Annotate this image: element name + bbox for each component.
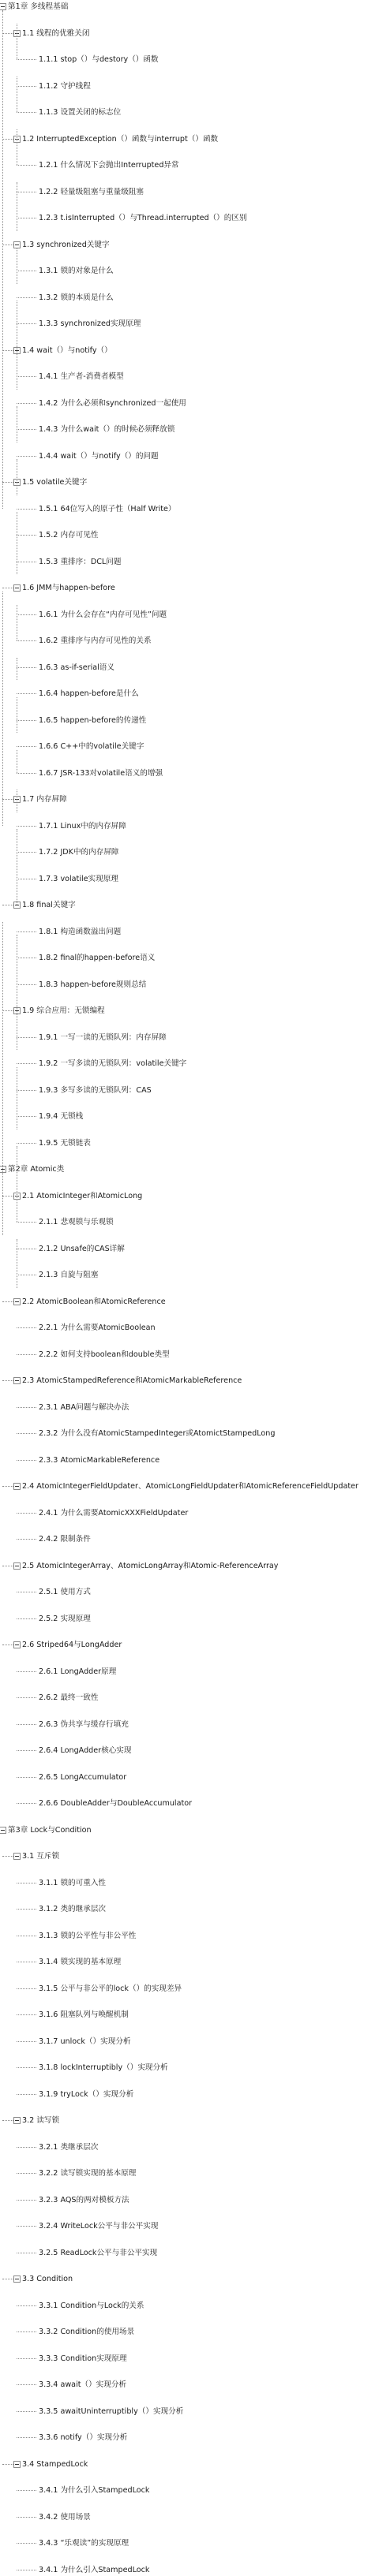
subsection-item[interactable] — [0, 1031, 379, 1044]
subsection-item-label: 3.4.1 为什么引入StampedLock — [39, 2485, 149, 2496]
collapse-toggle-icon[interactable] — [13, 2275, 21, 2283]
subsection-item[interactable] — [0, 1348, 379, 1361]
subsection-item-label: 1.6.1 为什么会存在“内存可见性”问题 — [39, 610, 167, 620]
section-node-label: 1.3 synchronized关键字 — [22, 240, 110, 250]
tree-connector — [17, 1037, 36, 1038]
subsection-item-label: 2.6.2 最终一致性 — [39, 1693, 98, 1703]
tree-connector — [17, 165, 36, 166]
subsection-item[interactable] — [0, 2431, 379, 2444]
subsection-item[interactable] — [0, 2325, 379, 2339]
section-node-label: 1.1 线程的优雅关闭 — [22, 28, 89, 39]
section-node[interactable] — [0, 344, 379, 357]
subsection-item-label: 2.6.3 伪共享与缓存行填充 — [39, 1719, 129, 1730]
subsection-item[interactable] — [0, 1665, 379, 1678]
tree-connector — [17, 693, 36, 694]
subsection-item-label: 1.4.1 生产者-消费者模型 — [39, 371, 124, 382]
section-node-label: 1.7 内存屏障 — [22, 794, 67, 805]
subsection-item[interactable] — [0, 159, 379, 172]
section-node[interactable] — [0, 2458, 379, 2471]
subsection-item[interactable] — [0, 846, 379, 859]
tree-connector — [17, 86, 36, 87]
tree-connector — [17, 1724, 36, 1725]
tree-connector — [17, 2067, 36, 2068]
subsection-item-label: 1.8.1 构造函数溢出问题 — [39, 927, 121, 937]
section-node-label: 2.3 AtomicStampedReference和AtomicMarkableReference — [22, 1376, 242, 1386]
subsection-item[interactable] — [0, 291, 379, 304]
collapse-toggle-icon[interactable] — [0, 1827, 6, 1834]
tree-connector — [17, 403, 36, 404]
subsection-item-label: 3.4.3 “乐观读”的实现原理 — [39, 2538, 129, 2548]
collapse-toggle-icon[interactable] — [13, 1853, 21, 1860]
subsection-item-label: 1.9.4 无锁栈 — [39, 1111, 83, 1122]
section-node[interactable] — [0, 1374, 379, 1387]
section-node[interactable] — [0, 898, 379, 912]
tree-connector — [17, 429, 36, 430]
collapse-toggle-icon[interactable] — [13, 2117, 21, 2124]
tree-guide-line — [2, 10, 3, 509]
section-node[interactable] — [0, 238, 379, 252]
tree-connector — [17, 2041, 36, 2042]
subsection-item[interactable] — [0, 951, 379, 965]
section-node[interactable] — [0, 1295, 379, 1309]
subsection-item-label: 2.3.3 AtomicMarkableReference — [39, 1455, 159, 1465]
subsection-item-label: 1.2.3 t.isInterrupted（）与Thread.interrupted（）的区别 — [39, 213, 247, 223]
tree-connector — [17, 640, 36, 641]
chapter-node[interactable] — [0, 0, 379, 13]
subsection-item[interactable] — [0, 1718, 379, 1731]
tree-connector — [17, 1909, 36, 1910]
section-node[interactable] — [0, 1850, 379, 1863]
subsection-item-label: 2.5.1 使用方式 — [39, 1587, 91, 1597]
subsection-item[interactable] — [0, 264, 379, 278]
section-node-label: 3.4 StampedLock — [22, 2459, 88, 2470]
collapse-toggle-icon[interactable] — [13, 1562, 21, 1570]
subsection-item-label: 1.4.2 为什么必须和synchronized一起使用 — [39, 398, 186, 409]
tree-connector — [17, 2094, 36, 2095]
subsection-item-label: 1.9.5 无锁链表 — [39, 1138, 91, 1148]
subsection-item[interactable] — [0, 1506, 379, 1520]
subsection-item[interactable] — [0, 740, 379, 753]
subsection-item-label: 1.8.3 happen-before规则总结 — [39, 980, 146, 990]
tree-guide-line — [2, 922, 3, 1235]
tree-connector — [17, 931, 36, 932]
section-node-label: 1.2 InterruptedException（）函数与interrupt（）函数 — [22, 134, 218, 144]
subsection-item-label: 3.1.5 公平与非公平的lock（）的实现差异 — [39, 1984, 182, 1994]
subsection-item[interactable] — [0, 2035, 379, 2048]
subsection-item[interactable] — [0, 1454, 379, 1467]
subsection-item-label: 3.1.6 阻塞队列与唤醒机制 — [39, 2010, 129, 2020]
tree-connector — [17, 1777, 36, 1778]
subsection-item-label: 1.1.1 stop（）与destory（）函数 — [39, 54, 159, 65]
section-node-label: 1.4 wait（）与notify（） — [22, 345, 112, 356]
tree-connector — [17, 2200, 36, 2201]
tree-connector — [17, 2411, 36, 2412]
chapter-node-label: 第1章 多线程基础 — [8, 2, 68, 12]
subsection-item[interactable] — [0, 2088, 379, 2101]
section-node-label: 2.6 Striped64与LongAdder — [22, 1640, 122, 1650]
tree-connector — [17, 1116, 36, 1117]
tree-connector — [17, 2173, 36, 2174]
subsection-item-label: 2.6.5 LongAccumulator — [39, 1772, 126, 1783]
tree-connector — [17, 1697, 36, 1698]
subsection-item-label: 2.3.1 ABA问题与解决办法 — [39, 1402, 129, 1413]
subsection-item[interactable] — [0, 2246, 379, 2260]
tree-connector — [17, 2384, 36, 2385]
subsection-item-label: 1.8.2 final的happen-before语义 — [39, 953, 155, 963]
subsection-item[interactable] — [0, 53, 379, 66]
subsection-item[interactable] — [0, 1612, 379, 1626]
tree-connector — [17, 1327, 36, 1328]
subsection-item[interactable] — [0, 2299, 379, 2313]
tree-connector — [17, 1513, 36, 1514]
subsection-item-label: 3.1.4 锁实现的基本原理 — [39, 1957, 121, 1967]
section-node[interactable] — [0, 27, 379, 40]
tree-connector — [17, 2490, 36, 2491]
collapse-toggle-icon[interactable] — [0, 3, 6, 10]
section-node-label: 3.2 读写锁 — [22, 2115, 59, 2126]
subsection-item-label: 1.9.2 一写多读的无锁队列：volatile关键字 — [39, 1058, 186, 1069]
subsection-item[interactable] — [0, 106, 379, 119]
chapter-node[interactable] — [0, 1163, 379, 1176]
subsection-item[interactable] — [0, 1268, 379, 1282]
tree-connector — [17, 826, 36, 827]
subsection-item-label: 3.3.4 await（）实现分析 — [39, 2380, 126, 2390]
subsection-item[interactable] — [0, 1797, 379, 1810]
subsection-item[interactable] — [0, 1057, 379, 1070]
subsection-item[interactable] — [0, 1110, 379, 1123]
tree-connector — [17, 1354, 36, 1355]
subsection-item-label: 2.4.1 为什么需要AtomicXXXFieldUpdater — [39, 1508, 188, 1518]
collapse-toggle-icon[interactable] — [0, 1166, 6, 1173]
tree-connector — [17, 2226, 36, 2227]
subsection-item[interactable] — [0, 555, 379, 569]
subsection-item-label: 1.7.3 volatile实现原理 — [39, 874, 118, 884]
subsection-item[interactable] — [0, 423, 379, 436]
subsection-item-label: 1.5.2 内存可见性 — [39, 530, 98, 540]
subsection-item-label: 3.1.9 tryLock（）实现分析 — [39, 2089, 133, 2100]
subsection-item[interactable] — [0, 1744, 379, 1757]
tree-connector — [17, 535, 36, 536]
subsection-item[interactable] — [0, 211, 379, 225]
subsection-item-label: 3.1.8 lockInterruptibly（）实现分析 — [39, 2063, 168, 2073]
subsection-item[interactable] — [0, 714, 379, 727]
subsection-item[interactable] — [0, 185, 379, 199]
subsection-item[interactable] — [0, 1585, 379, 1599]
tree-connector — [17, 2517, 36, 2518]
tree-connector — [17, 1671, 36, 1672]
subsection-item[interactable] — [0, 819, 379, 833]
tree-connector — [17, 746, 36, 747]
subsection-item[interactable] — [0, 2141, 379, 2154]
tree-connector — [17, 2305, 36, 2306]
subsection-item-label: 2.1.3 自旋与阻塞 — [39, 1270, 98, 1280]
subsection-item-label: 1.1.3 设置关闭的标志位 — [39, 107, 121, 118]
tree-connector — [17, 2358, 36, 2359]
section-node[interactable] — [0, 1189, 379, 1203]
tree-connector — [17, 509, 36, 510]
tree-connector — [17, 1143, 36, 1144]
section-node-label: 1.9 综合应用：无锁编程 — [22, 1006, 105, 1016]
subsection-item[interactable] — [0, 370, 379, 383]
tree-connector — [17, 614, 36, 615]
subsection-item[interactable] — [0, 450, 379, 463]
subsection-item[interactable] — [0, 528, 379, 542]
section-node-label: 3.1 互斥锁 — [22, 1851, 59, 1861]
collapse-toggle-icon[interactable] — [13, 1641, 21, 1648]
tree-connector — [17, 773, 36, 774]
tree-connector — [17, 456, 36, 457]
tree-connector — [17, 720, 36, 721]
chapter-node-label: 第3章 Lock与Condition — [8, 1825, 92, 1835]
subsection-item-label: 1.2.2 轻量级阻塞与重量级阻塞 — [39, 187, 144, 197]
subsection-item-label: 2.6.4 LongAdder核心实现 — [39, 1745, 131, 1756]
subsection-item[interactable] — [0, 1929, 379, 1943]
subsection-item-label: 1.6.3 as-if-serial语义 — [39, 663, 114, 673]
section-node[interactable] — [0, 133, 379, 146]
collapse-toggle-icon[interactable] — [13, 2461, 21, 2468]
tree-connector — [17, 1460, 36, 1461]
tree-connector — [17, 112, 36, 113]
tree-connector — [17, 2543, 36, 2544]
tree-connector — [17, 1222, 36, 1223]
subsection-item[interactable] — [0, 1137, 379, 1150]
subsection-item[interactable] — [0, 2219, 379, 2233]
subsection-item[interactable] — [0, 2061, 379, 2074]
tree-connector — [17, 1090, 36, 1091]
section-node[interactable] — [0, 476, 379, 489]
tree-guide-line — [2, 592, 3, 826]
subsection-item-label: 1.4.3 为什么wait（）的时候必须释放锁 — [39, 424, 174, 435]
collapse-toggle-icon[interactable] — [13, 1377, 21, 1384]
subsection-item-label: 3.2.5 ReadLock公平与非公平实现 — [39, 2248, 157, 2258]
subsection-item-label: 3.4.1 为什么引入StampedLock — [39, 2565, 149, 2575]
collapse-toggle-icon[interactable] — [13, 1298, 21, 1305]
tree-connector — [17, 1750, 36, 1751]
subsection-item[interactable] — [0, 687, 379, 700]
section-node-label: 2.5 AtomicIntegerArray、AtomicLongArray和Atomic-ReferenceArray — [22, 1561, 278, 1571]
subsection-item-label: 1.4.4 wait（）与notify（）的问题 — [39, 451, 159, 461]
subsection-item[interactable] — [0, 2008, 379, 2022]
collapse-toggle-icon[interactable] — [13, 1483, 21, 1490]
section-node-label: 1.6 JMM与happen-before — [22, 583, 115, 593]
subsection-item[interactable] — [0, 80, 379, 93]
chapter-node-label: 第2章 Atomic类 — [8, 1164, 64, 1174]
tree-connector — [17, 2437, 36, 2438]
subsection-item-label: 3.1.2 类的继承层次 — [39, 1904, 106, 1914]
section-node-label: 2.2 AtomicBoolean和AtomicReference — [22, 1297, 166, 1307]
tree-connector — [17, 1988, 36, 1989]
tree-connector — [17, 2331, 36, 2332]
tree-connector — [17, 59, 36, 60]
tree-connector — [17, 323, 36, 324]
subsection-item[interactable] — [0, 317, 379, 330]
tree-connector — [17, 1539, 36, 1540]
section-node[interactable] — [0, 1559, 379, 1573]
subsection-item-label: 1.2.1 什么情况下会抛出Interrupted异常 — [39, 160, 179, 170]
tree-connector — [17, 852, 36, 853]
subsection-item[interactable] — [0, 1321, 379, 1335]
subsection-item[interactable] — [0, 1982, 379, 1995]
subsection-item-label: 3.1.3 锁的公平性与非公平性 — [39, 1931, 136, 1941]
subsection-item-label: 3.1.1 锁的可重入性 — [39, 1878, 106, 1888]
subsection-item-label: 2.2.2 如何支持boolean和double类型 — [39, 1350, 170, 1360]
subsection-item-label: 3.4.2 使用场景 — [39, 2512, 91, 2522]
tree-connector — [17, 1063, 36, 1064]
subsection-item-label: 3.3.5 awaitUninterruptibly（）实现分析 — [39, 2406, 183, 2417]
section-node[interactable] — [0, 581, 379, 595]
section-node-label: 1.5 volatile关键字 — [22, 477, 87, 487]
subsection-item[interactable] — [0, 502, 379, 516]
subsection-item-label: 2.5.2 实现原理 — [39, 1614, 91, 1624]
collapse-toggle-icon[interactable] — [13, 584, 21, 592]
subsection-item-label: 3.1.7 unlock（）实现分析 — [39, 2037, 131, 2047]
subsection-item[interactable] — [0, 1427, 379, 1440]
tree-connector — [17, 1407, 36, 1408]
subsection-item[interactable] — [0, 767, 379, 780]
tree-connector — [17, 376, 36, 377]
subsection-item-label: 2.4.2 限制条件 — [39, 1534, 91, 1544]
subsection-item[interactable] — [0, 2484, 379, 2497]
subsection-item-label: 1.1.2 守护线程 — [39, 81, 91, 91]
tree-connector — [17, 2014, 36, 2015]
subsection-item-label: 1.6.7 JSR-133对volatile语义的增强 — [39, 768, 163, 778]
subsection-item[interactable] — [0, 872, 379, 886]
subsection-item-label: 2.1.1 悲观锁与乐观锁 — [39, 1217, 114, 1227]
subsection-item-label: 1.7.2 JDK中的内存屏障 — [39, 847, 119, 857]
subsection-item-label: 3.3.3 Condition实现原理 — [39, 2354, 127, 2364]
tree-connector — [17, 1433, 36, 1434]
subsection-item-label: 3.2.4 WriteLock公平与非公平实现 — [39, 2221, 158, 2231]
tree-connector — [17, 667, 36, 668]
section-node[interactable] — [0, 2272, 379, 2286]
subsection-item[interactable] — [0, 2352, 379, 2365]
subsection-item-label: 1.6.4 happen-before是什么 — [39, 689, 139, 699]
subsection-item[interactable] — [0, 978, 379, 991]
subsection-item-label: 1.9.3 多写多读的无锁队列：CAS — [39, 1085, 152, 1096]
subsection-item[interactable] — [0, 2378, 379, 2391]
section-node-label: 2.1 AtomicInteger和AtomicLong — [22, 1191, 142, 1201]
tree-connector — [17, 297, 36, 298]
subsection-item-label: 1.3.3 synchronized实现原理 — [39, 319, 141, 329]
subsection-item[interactable] — [0, 1533, 379, 1546]
section-node-label: 1.8 final关键字 — [22, 900, 76, 910]
subsection-item[interactable] — [0, 661, 379, 674]
subsection-item[interactable] — [0, 397, 379, 410]
collapse-toggle-icon[interactable] — [13, 241, 21, 248]
section-node-label: 3.3 Condition — [22, 2274, 73, 2284]
tree-connector — [17, 1618, 36, 1619]
subsection-item-label: 2.6.1 LongAdder原理 — [39, 1667, 116, 1677]
section-node[interactable] — [0, 1004, 379, 1017]
subsection-item-label: 3.3.1 Condition与Lock的关系 — [39, 2301, 144, 2311]
subsection-item[interactable] — [0, 2511, 379, 2524]
subsection-item-label: 1.6.5 happen-before的传递性 — [39, 715, 146, 726]
subsection-item[interactable] — [0, 1876, 379, 1890]
subsection-item-label: 1.6.2 重排序与内存可见性的关系 — [39, 636, 152, 646]
subsection-item-label: 3.2.2 读写锁实现的基本原理 — [39, 2168, 136, 2178]
subsection-item-label: 2.2.1 为什么需要AtomicBoolean — [39, 1323, 156, 1333]
subsection-item-label: 3.3.6 notify（）实现分析 — [39, 2432, 127, 2443]
tree-connector — [17, 984, 36, 985]
subsection-item-label: 2.6.6 DoubleAdder与DoubleAccumulator — [39, 1798, 192, 1809]
subsection-item[interactable] — [0, 925, 379, 939]
section-node[interactable] — [0, 1480, 379, 1493]
subsection-item[interactable] — [0, 1084, 379, 1097]
subsection-item-label: 1.5.1 64位写入的原子性（Half Write） — [39, 504, 176, 514]
subsection-item[interactable] — [0, 1955, 379, 1969]
subsection-item-label: 1.3.2 锁的本质是什么 — [39, 293, 114, 303]
subsection-item-label: 1.7.1 Linux中的内存屏障 — [39, 821, 126, 831]
subsection-item[interactable] — [0, 1215, 379, 1229]
subsection-item[interactable] — [0, 608, 379, 622]
section-node-label: 2.4 AtomicIntegerFieldUpdater、AtomicLongFieldUpdater和AtomicReferenceFieldUpdater — [22, 1481, 358, 1491]
subsection-item-label: 1.9.1 一写一读的无锁队列：内存屏障 — [39, 1032, 167, 1043]
section-node[interactable] — [0, 793, 379, 806]
subsection-item-label: 1.3.1 锁的对象是什么 — [39, 266, 114, 276]
subsection-item-label: 3.2.3 AQS的两对模板方法 — [39, 2195, 129, 2205]
subsection-item-label: 3.3.2 Condition的使用场景 — [39, 2327, 134, 2337]
tree-connector — [17, 2147, 36, 2148]
subsection-item[interactable] — [0, 2405, 379, 2418]
subsection-item-label: 1.5.3 重排序：DCL问题 — [39, 557, 121, 567]
tree-connector — [17, 1803, 36, 1804]
subsection-item[interactable] — [0, 1691, 379, 1704]
subsection-item-label: 2.3.2 为什么没有AtomicStampedInteger或AtomictStampedLong — [39, 1428, 275, 1439]
subsection-item[interactable] — [0, 1401, 379, 1414]
subsection-item-label: 3.2.1 类继承层次 — [39, 2142, 98, 2152]
subsection-item[interactable] — [0, 1902, 379, 1916]
section-node[interactable] — [0, 2114, 379, 2127]
subsection-item[interactable] — [0, 1771, 379, 1784]
subsection-item[interactable] — [0, 634, 379, 648]
subsection-item-label: 2.1.2 Unsafe的CAS详解 — [39, 1244, 125, 1254]
subsection-item[interactable] — [0, 2167, 379, 2180]
subsection-item[interactable] — [0, 2537, 379, 2550]
subsection-item[interactable] — [0, 2563, 379, 2576]
subsection-item[interactable] — [0, 1242, 379, 1256]
subsection-item-label: 1.6.6 C++中的volatile关键字 — [39, 741, 144, 752]
chapter-node[interactable] — [0, 1824, 379, 1837]
subsection-item[interactable] — [0, 2193, 379, 2207]
section-node[interactable] — [0, 1638, 379, 1652]
